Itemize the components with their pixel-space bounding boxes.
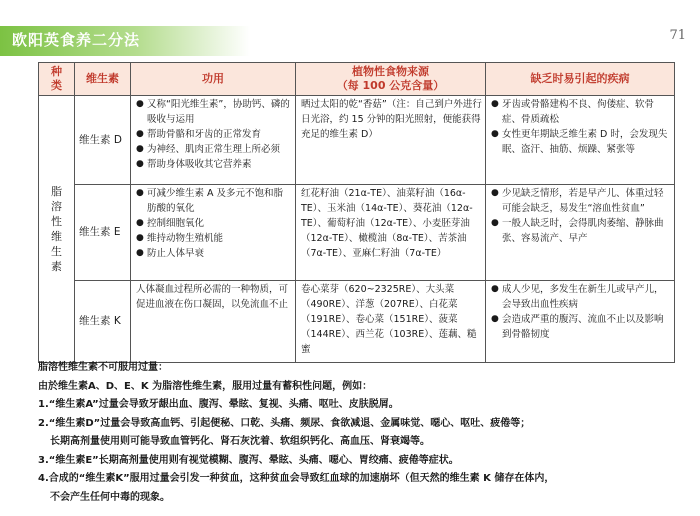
note-item: 1.“维生素A”过量会导致牙龈出血、腹泻、晕眩、复视、头痛、呕吐、皮肤脱屑。 [38, 399, 399, 410]
deficiency-item: ● 成人少见，多发生在新生儿或早产儿，会导致出血性疾病 [491, 282, 671, 312]
vitamin-table [38, 62, 675, 363]
notes-title: 脂溶性维生素不可服用过量： [38, 362, 168, 373]
deficiency-cell [486, 96, 675, 185]
title-banner [0, 26, 250, 56]
deficiency-item: ● 少见缺乏情形，若是早产儿、体重过轻可能会缺乏，易发生“溶血性贫血” [491, 186, 671, 216]
note-item: 3.“维生素E”长期高剂量使用则有视觉模糊、腹泻、晕眩、头痛、噁心、胃绞痛、疲倦等症状。 [38, 454, 459, 466]
source-cell: 红花籽油（21α-TE）、油菜籽油（16α-TE）、玉米油（14α-TE）、葵花油（12α-TE）、葡萄籽油（12α-TE）、小麦胚芽油（12α-TE）、橄榄油（8α-TE）、苦茶油（7α-TE）、亚麻仁籽油（7α-TE） [296, 185, 486, 281]
notes-intro: 由於维生素A、D、E、K 为脂溶性维生素，服用过量有蓄积性问题，例如： [38, 380, 373, 392]
deficiency-item: ● 女性更年期缺乏维生素 D 时，会发现失眠、盗汗、抽筋、烦躁、紧张等 [491, 127, 671, 157]
note-item: 4.合成的“维生素K”服用过量会引发一种贫血，这种贫血会导致红血球的加速崩坏（但天然的维生素 K 储存在体内， [38, 473, 555, 484]
function-item: ● 又称“阳光维生素”，协助钙、磷的吸收与运用 [136, 97, 292, 127]
deficiency-item: ● 牙齿或骨骼建构不良、佝偻症、软骨症、骨质疏松 [491, 97, 671, 127]
table-header-row [39, 63, 675, 96]
function-item: ● 为神经、肌肉正常生理上所必须 [136, 142, 292, 157]
function-item: ● 帮助身体吸收其它营养素 [136, 157, 292, 172]
function-item: ● 维持动物生殖机能 [136, 231, 292, 246]
deficiency-cell [486, 281, 675, 363]
function-cell [131, 96, 296, 185]
note-item: 2.“维生素D”过量会导致高血钙、引起便秘、口乾、头痛、频尿、食欲减退、金属味觉、噁心、呕吐、疲倦等； [38, 417, 531, 429]
function-item: ● 控制细胞氧化 [136, 216, 292, 231]
page-number: 71 [669, 28, 686, 43]
table-row-vitamin-k [39, 281, 675, 363]
function-item: ● 帮助骨骼和牙齿的正常发育 [136, 127, 292, 142]
deficiency-item: ● 会造成严重的腹泻、流血不止以及影响到骨骼韧度 [491, 312, 671, 342]
deficiency-item: ● 一般人缺乏时，会得肌肉萎缩、静脉曲张、容易流产、早产 [491, 216, 671, 246]
header-vitamin: 维生素 [75, 63, 131, 96]
header-function: 功用 [131, 63, 296, 96]
function-item: ● 可减少维生素 A 及多元不饱和脂肪酸的氧化 [136, 186, 292, 216]
deficiency-cell [486, 185, 675, 281]
table-row-vitamin-e [39, 185, 675, 281]
vitamin-name: 维生素 K [75, 281, 131, 363]
table-row-vitamin-d [39, 96, 675, 185]
page-title: 欧阳英食养二分法 [12, 31, 141, 49]
source-cell: 卷心菜芽（620~2325RE）、大头菜（490RE）、洋葱（207RE）、白花菜（191RE）、卷心菜（151RE）、菠菜（144RE）、西兰花（103RE）、莲藕、糙蜜 [296, 281, 486, 363]
source-cell: 晒过太阳的乾“香菇”（注：自己到户外进行日光浴，约 15 分钟的阳光照射，便能获得充足的维生素 D） [296, 96, 486, 185]
header-category: 种 类 [39, 63, 75, 96]
header-source: 植物性食物来源 （每 100 公克含量） [296, 63, 486, 96]
header-deficiency: 缺乏时易引起的疾病 [486, 63, 675, 96]
function-item: ● 防止人体早衰 [136, 246, 292, 261]
function-cell [131, 185, 296, 281]
note-item-continued: 不会产生任何中毒的现象。 [50, 491, 170, 503]
vitamin-name: 维生素 E [75, 185, 131, 281]
function-cell: 人体凝血过程所必需的一种物质，可促进血液在伤口凝固，以免流血不止 [131, 281, 296, 363]
vitamin-name: 维生素 D [75, 96, 131, 185]
note-item-continued: 长期高剂量使用则可能导致血管钙化、肾石灰沈着、软组织钙化、高血压、肾衰竭等。 [50, 436, 430, 447]
category-cell: 脂 溶 性 维 生 素 [39, 96, 75, 363]
overdose-notes [38, 359, 678, 507]
